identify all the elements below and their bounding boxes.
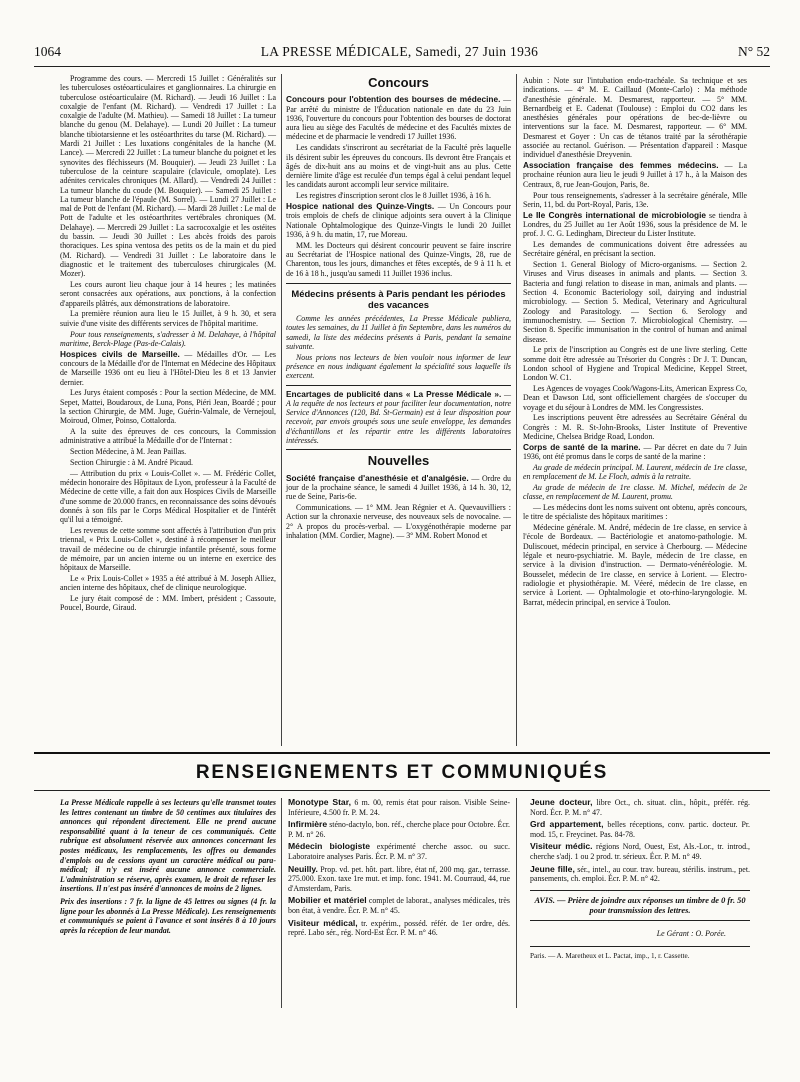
imprint: Paris. — A. Maretheux et L. Pactat, imp., 1, r. Cassette.: [530, 952, 690, 961]
column-1: [60, 74, 276, 614]
ad-text: belles réceptions, conv. partic. docteur. Pr. mod. 15, r. Freycinet. Pas. 84-78.: [530, 820, 750, 839]
programme-cours: Programme des cours. — Mercredi 15 Juillet : Généralités sur les tuberculoses ostéoarticulaires et ganglionnaires. La chirurgie en tuberculose ostéoarticulaire (M. Richard). — Jeudi 16 Juillet : La coxalgie de l'enfant (M. Richard). — Vendredi 17 Juillet : La coxalgie de l'adulte (M. Mathieu). — Samedi 18 Juillet : La tumeur blanche du genou (M. Delahaye). — Lundi 20 Juillet : La tumeur blanche tibiotarsienne et les ostéoarthrites du tarse (M. Richard). — Mardi 21 Juillet : Les luxations congénitales de la hanche (M. Lance). — Mercredi 22 Juillet : La tumeur blanche du poignet et les synovites des fléchisseurs (M. Bouquier). — Jeudi 23 Juillet : La tuberculose de la ceinture scapulaire (clavicule, omoplate). Les adénites cervicales chroniques (M. Allard). — Vendredi 24 Juillet : La tumeur blanche du coude (M. Bouquier). — Samedi 25 Juillet : La tumeur blanche de l'épaule (M. Sorrel). — Lundi 27 Juillet : Le mal de Pott de l'enfant (M. Richard). — Mardi 28 Juillet : Le mal de Pott de l'adulte et les ostéoarthrites vertébrales chroniques (M. Delahaye). — Mercredi 29 Juillet : La sacrocoxalgie et les ostéites du bassin. — Jeudi 30 Juillet : Les abcès froids des parois thoraciques. Les spina ventosa des petits os de la main et du pied (M. Richard). — Vendredi 31 Juillet : Le laboratoire dans le diagnostic et le traitement des tuberculoses chirurgicales (M. Mozer).: [60, 74, 276, 279]
ad-title: Mobilier et matériel: [288, 895, 367, 906]
ad-text: sténo-dactylo, bon. réf., cherche place pour Octobre. Écr. P. M. n° 26.: [288, 820, 510, 839]
header-rule: [34, 66, 770, 67]
paragraph: Les demandes de communications doivent être adressées au Secrétaire général, en précisant la section.: [523, 240, 747, 259]
annonces-col-2: [288, 798, 510, 941]
ad-text: régions Nord, Ouest, Est, Als.-Lor., tr. introd., cherche s'adj. 1 ou 2 prod. tr. sérieux. Écr. P. M. n° 49.: [530, 842, 750, 861]
ad-text: Prop. vd. pet. hôt. part. libre, état nf, 200 mq. gar., terrasse. 275.000. Exon. taxe 1re mut. et imp. fonc. 1941. M. Courraud, 44, rue d'Amsterdam, Paris.: [288, 864, 510, 893]
heading-societe-anesthesie: Société française d'anesthésie et d'analgésie.: [286, 472, 469, 483]
paragraph: Les Jurys étaient composés : Pour la section Médecine, de MM. Sepet, Mattei, Boudaroux, de Luna, Pons, Piéri Jean, Boardé ; pour la section Chirurgie, de MM. Juge, Guérin-Valmale, de Vernejoul, Moiroud, Olmer, Poinso, Cottalorda.: [60, 388, 276, 426]
heading-femmes-medecins: Association française des femmes médecins.: [523, 160, 719, 171]
paragraph: La première réunion aura lieu le 15 Juillet, à 9 h. 30, et sera suivie d'une visite des différents services de l'hôpital maritime.: [60, 309, 276, 328]
ad-text: 6 m. 00, remis état pour raison. Visible Seine-Inférieure, 4.500 fr. P. M. 24.: [288, 798, 510, 817]
column-divider: [281, 798, 282, 1008]
paragraph: — Par arrêté du ministre de l'Éducation nationale en date du 23 Juin 1936, l'ouverture du concours pour l'obtention des bourses de doctorat aura lieu au siège des Facultés de médecine et des Facultés mixtes de médecine et de pharmacie le vendredi 17 Juillet 1936.: [286, 95, 511, 142]
ad-text: complet de laborat., analyses médicales, très bon état, à vendre. Écr. P. M. n° 45.: [288, 896, 510, 915]
box-rule: [286, 385, 511, 386]
annonces-prices: Prix des insertions : 7 fr. la ligne de 45 lettres ou signes (4 fr. la ligne pour les abonnés à La Presse Médicale). Les renseignements et communiqués se paient à l'avance et sont insérés 8 à 10 jours après la réception de leur mandat.: [60, 896, 276, 935]
heading-quinze-vingts: Hospice national des Quinze-Vingts.: [286, 201, 435, 212]
annonces-rules: La Presse Médicale rappelle à ses lecteurs qu'elle transmet toutes les lettres contenant un timbre de 50 centimes aux titulaires des annonces qui répondent directement. Elle ne prend aucune responsabilité quant à la teneur de ces communiqués. Cette rubrique est absolument réservée aux annonces concernant les postes médicaux, les remplacements, les offres ou demandes d'emplois ou de cessions ayant un caractère médical ou para-médical; il n'y est inséré aucune annonce commerciale. L'administration se réserve, après examen, le droit de refuser les insertions. Il n'est pas inséré d'annonces de moins de 2 lignes.: [60, 798, 276, 894]
paragraph: — Ordre du jour de la prochaine séance, le samedi 4 Juillet 1936, à 14 h. 30, 12, rue de Seine, Paris-6e.: [286, 473, 511, 502]
paragraph: Au grade de médecin principal. M. Laurent, médecin de 1re classe, en remplacement de M. Le Floch, admis à la retraite.: [523, 462, 747, 482]
annonces-col-3: [530, 798, 750, 965]
banner-rule: [34, 752, 770, 754]
section-nouvelles: Nouvelles: [367, 453, 430, 469]
page-header: [34, 44, 770, 66]
heading-congres-microbiologie: Le IIe Congrès international de microbiologie: [523, 209, 707, 220]
column-divider: [281, 74, 282, 746]
paragraph: Les candidats s'inscriront au secrétariat de la Faculté près laquelle ils désirent subir les épreuves du concours. Ils devront être Français et âgés de dix-huit ans au moins et de vingt-huit ans au plus. Cette dernière limite d'âge est reculée d'un temps égal à celui pendant lequel les candidats auront accompli leur service militaire.: [286, 143, 511, 190]
box-text: Comme les années précédentes, La Presse Médicale publiera, toutes les semaines, du 11 Juillet à fin Septembre, dans les numéros du samedi, la liste des médecins présents à Paris, pendant la semaine suivante.: [286, 313, 511, 351]
ad-text: tr. expérim., posséd. référ. de 1er ordre, dés. repré. Labo sér., rég. Nord-Est Écr. P. M. n° 46.: [288, 918, 510, 938]
section-concours: Concours: [368, 75, 429, 90]
heading-hospices-marseille: Hospices civils de Marseille.: [60, 348, 180, 359]
paragraph: Les Agences de voyages Cook/Wagons-Lits, American Express Co, Dean et Dawson Ltd, sont officiellement chargées de s'occuper du voyage et du séjour à Londres de MM. les Congressistes.: [523, 384, 747, 412]
paragraph: Le « Prix Louis-Collet » 1935 a été attribué à M. Joseph Alliez, ancien interne des hôpitaux, chef de clinique neurologique.: [60, 573, 276, 593]
page-number: 1064: [34, 44, 61, 59]
ad-title: Grd appartement,: [530, 819, 604, 830]
heading-bourses: Concours pour l'obtention des bourses de médecine.: [286, 94, 501, 105]
gerant: Le Gérant : O. Porée.: [656, 928, 726, 938]
paragraph: Les inscriptions peuvent être adressées au Secrétaire Général du Congrès : M. R. St-John-Brooks, Lister Institute of Preventive Medicine, Chelsea Bridge Road, London.: [523, 413, 747, 441]
paragraph: Section 1. General Biology of Micro-organisms. — Section 2. Viruses and Virus diseases in animals and plants. — Section 3. Bacteria and fungi relation to disease in man, animals and plants. — Section 4. Economic Bacteriology soil, dairying and industrial microbiology. — Section 5. Medical, Veterinary and Agricultural Zoology and Parasitology. — Section 6. Serology and immunochemistry. — Section 7. Microbiological Chemistry. — Section 8. Specific immunisation in the control of human and animal disease.: [523, 260, 747, 344]
paragraph: Médecine générale. M. André, médecin de 1re classe, en service à l'école de Bordeaux. — Bactériologie et anatomo-pathologie. M. Duliscouet, médecin principal, en service à Cherbourg. — Médecine légale et neuro-psychiatrie. M. Bayle, médecin de 1re classe, en service à la division d'instruction. — Dermato-vénéréologie. M. Bousselet, médecin de 1re classe, en service à Lorient. — Electro-radiologie et physiothérapie. M. Véeré, médecin de 1re classe, en service à Lorient. — Ophtalmologie et oto-rhino-laryngologie. M. Barrat, médecin principal, en service à Toulon.: [523, 523, 747, 607]
paragraph: Le jury était composé de : MM. Imbert, président ; Cassoute, Poucel, Bourde, Giraud.: [60, 594, 276, 613]
paragraph: — Attribution du prix « Louis-Collet ». — M. Frédéric Collet, médecin honoraire des Hôpitaux de Lyon, professeur à la Faculté de Médecine de cette ville, a fait don aux Hospices Civils de Marseille d'une somme de 20.000 francs, en reconnaissance des soins dévoués donnés à son fils par le Corps Médical Hospitalier et de l'intérêt qu'il lui a témoigné.: [60, 468, 276, 525]
ad-title: Monotype Star,: [288, 797, 351, 807]
paragraph: Communications. — 1° MM. Jean Régnier et A. Quevauvilliers : Action sur la chronaxie nerveuse, des nouveaux sels de novocaïne. — 2° A propos du procès-verbal. — L'oxygénothérapie moderne par inhalation (MM. Cordier, Magne). — 3° MM. Robert Monod et: [286, 502, 511, 540]
paragraph: Pour tous renseignements, s'adresser à M. Delahaye, à l'hôpital maritime, Berck-Plage (Pas-de-Calais).: [60, 329, 276, 348]
paragraph: MM. les Docteurs qui désirent concourir peuvent se faire inscrire au Secrétariat de l'Hospice national des Quinze-Vingts, 28, rue de Charenton, tous les jours, dimanches et fêtes exceptés, de 9 à 11 h. et de 16 à 18 h., jusqu'au samedi 11 Juillet 1936 inclus.: [286, 240, 511, 278]
paragraph: — Par décret en date du 7 Juin 1936, ont été promus dans le corps de santé de la marine :: [523, 442, 747, 462]
ad-text: sér., intel., au cour. trav. bureau, stérilis. instrum., pet. pansements, ch. emploi. Écr. P. M. n° 42.: [530, 864, 750, 884]
paragraph: Au grade de médecin de 1re classe. M. Michel, médecin de 2e classe, en remplacement de M. Laurent, promu.: [523, 482, 747, 502]
heading-corps-sante-marine: Corps de santé de la marine.: [523, 441, 641, 452]
ad-title: Visiteur médical,: [288, 917, 358, 928]
journal-title: LA PRESSE MÉDICALE, Samedi, 27 Juin 1936: [260, 44, 539, 59]
paragraph: Section Chirurgie : à M. André Picaud.: [70, 457, 194, 467]
paragraph: se tiendra à Londres, du 25 Juillet au 1er Août 1936, sous la présidence de M. le prof. J. C. G. Ledingham, Directeur du Lister Institute.: [523, 210, 747, 239]
ad-title: Infirmière: [288, 819, 328, 830]
banner-renseignements: RENSEIGNEMENTS ET COMMUNIQUÉS: [195, 762, 609, 783]
avis-rule: [530, 920, 750, 921]
ad-title: Médecin biologiste: [288, 841, 371, 852]
paragraph: Les cours auront lieu chaque jour à 14 heures ; les matinées seront consacrées aux opérations, aux ponctions, à la confection d'appareils plâtrés, aux démonstrations de laboratoire.: [60, 280, 276, 308]
box-rule: [286, 283, 511, 284]
paragraph: — Médailles d'Or. — Les concours de la Médaille d'or de l'Internat en Médecine des Hôpitaux de Marseille 1936 ont eu lieu à l'Hôtel-Dieu les 8 et 13 Janvier dernier.: [60, 349, 276, 387]
paragraph: Pour tous renseignements, s'adresser à la secrétaire générale, Mlle Serin, 11, bd. du Port-Royal, Paris, 13e.: [523, 190, 747, 209]
avis-rule: [530, 890, 750, 891]
imprint-rule: [530, 946, 750, 947]
box-text: Nous prions nos lecteurs de bien vouloir nous informer de leur présence en nous indiquant également la spécialité sous laquelle ils exercent.: [286, 352, 511, 381]
paragraph: — Les médecins dont les noms suivent ont obtenu, après concours, le titre de spécialiste des hôpitaux maritimes :: [523, 503, 747, 522]
box-title: Médecins présents à Paris pendant les périodes des vacances: [291, 287, 506, 310]
paragraph: Section Médecine, à M. Jean Paillas.: [70, 447, 187, 457]
ad-title: Neuilly.: [288, 863, 318, 874]
heading-encartages: Encartages de publicité dans « La Presse Médicale ».: [286, 388, 502, 399]
annonces-intro: [60, 798, 276, 938]
ad-title: Visiteur médic.: [530, 841, 593, 852]
column-2: [286, 76, 511, 542]
box-rule: [286, 449, 511, 450]
ad-text: libre Oct., ch. situat. clin., hôpit., préfér. rég. Nord. Écr. P. M. n° 47.: [530, 798, 750, 817]
ad-title: Jeune docteur,: [530, 797, 593, 807]
paragraph: Le prix de l'inscription au Congrès est de une livre sterling. Cette somme doit être adressée au Trésorier du Congrès : Dr J. T. Duncan, London school of Hygiene and Tropical Medicine, Keppel Street, London W. C1.: [523, 345, 747, 383]
paragraph: — A la requête de nos lecteurs et pour faciliter leur documentation, notre Service d'Annonces (120, Bd. St-Germain) est à leur disposition pour recevoir, par envois groupés sous une seule enveloppe, les demandes d'échantillons et les répartir entre les différents laboratoires intéressés.: [286, 389, 511, 445]
paragraph: Aubin : Note sur l'intubation endo-trachéale. Sa technique et ses indications. — 4° M. E. Caillaud (Monte-Carlo) : Ma méthode d'anesthésie générale. M. Desmarest, rapporteur. — 5° MM. Bernardbeig et E. Cadenat (Toulouse) : Emploi du CO2 dans les anesthésies générales pour opérations de bec-de-lièvre ou interventions sur la face. M. Desmarest, rapporteur. — 6° MM. Desmarest et Goyer : Un cas de tétanos traité par la sérothérapie associée au rectanol. Guérison. — Présentation d'appareil : Masque individuel d'anesthésie Dreyvenin.: [523, 76, 747, 160]
issue-number: N° 52: [737, 44, 770, 59]
paragraph: Les revenus de cette somme sont affectés à l'attribution d'un prix triennal, « Prix Louis-Collet », destiné à récompenser le meilleur travail de médecine ou de chirurgie infantile présenté, sous forme de mémoire, par un ancien interne ou un interne en exercice des hôpitaux de Marseille.: [60, 525, 276, 573]
paragraph: — Un Concours pour trois emplois de chefs de clinique adjoints sera ouvert à la Clinique Nationale Ophtalmologique des Quinze-Vingts le lundi 20 Juillet 1936, à 9 h. du matin, 17, rue Moreau.: [286, 202, 511, 239]
paragraph: — La prochaine réunion aura lieu le jeudi 9 Juillet à 17 h., à la Maison des Centraux, 8, rue Jean-Goujon, Paris, 8e.: [523, 161, 747, 189]
banner-rule-bottom: [34, 790, 770, 791]
paragraph: Les registres d'inscription seront clos le 8 Juillet 1936, à 16 h.: [296, 191, 491, 201]
paragraph: A la suite des épreuves de ces concours, la Commission administrative a attribué la Médaille d'or de l'Internat :: [60, 426, 276, 446]
ad-text: expérimenté cherche assoc. ou succ. Laboratoire analyses Paris. Écr. P. M. n° 37.: [288, 842, 510, 861]
column-divider: [516, 74, 517, 746]
column-3: [523, 76, 747, 608]
avis-notice: AVIS. — Prière de joindre aux réponses un timbre de 0 fr. 50 pour transmission des lettres.: [534, 895, 746, 915]
column-divider: [516, 798, 517, 1008]
ad-title: Jeune fille,: [530, 863, 575, 874]
